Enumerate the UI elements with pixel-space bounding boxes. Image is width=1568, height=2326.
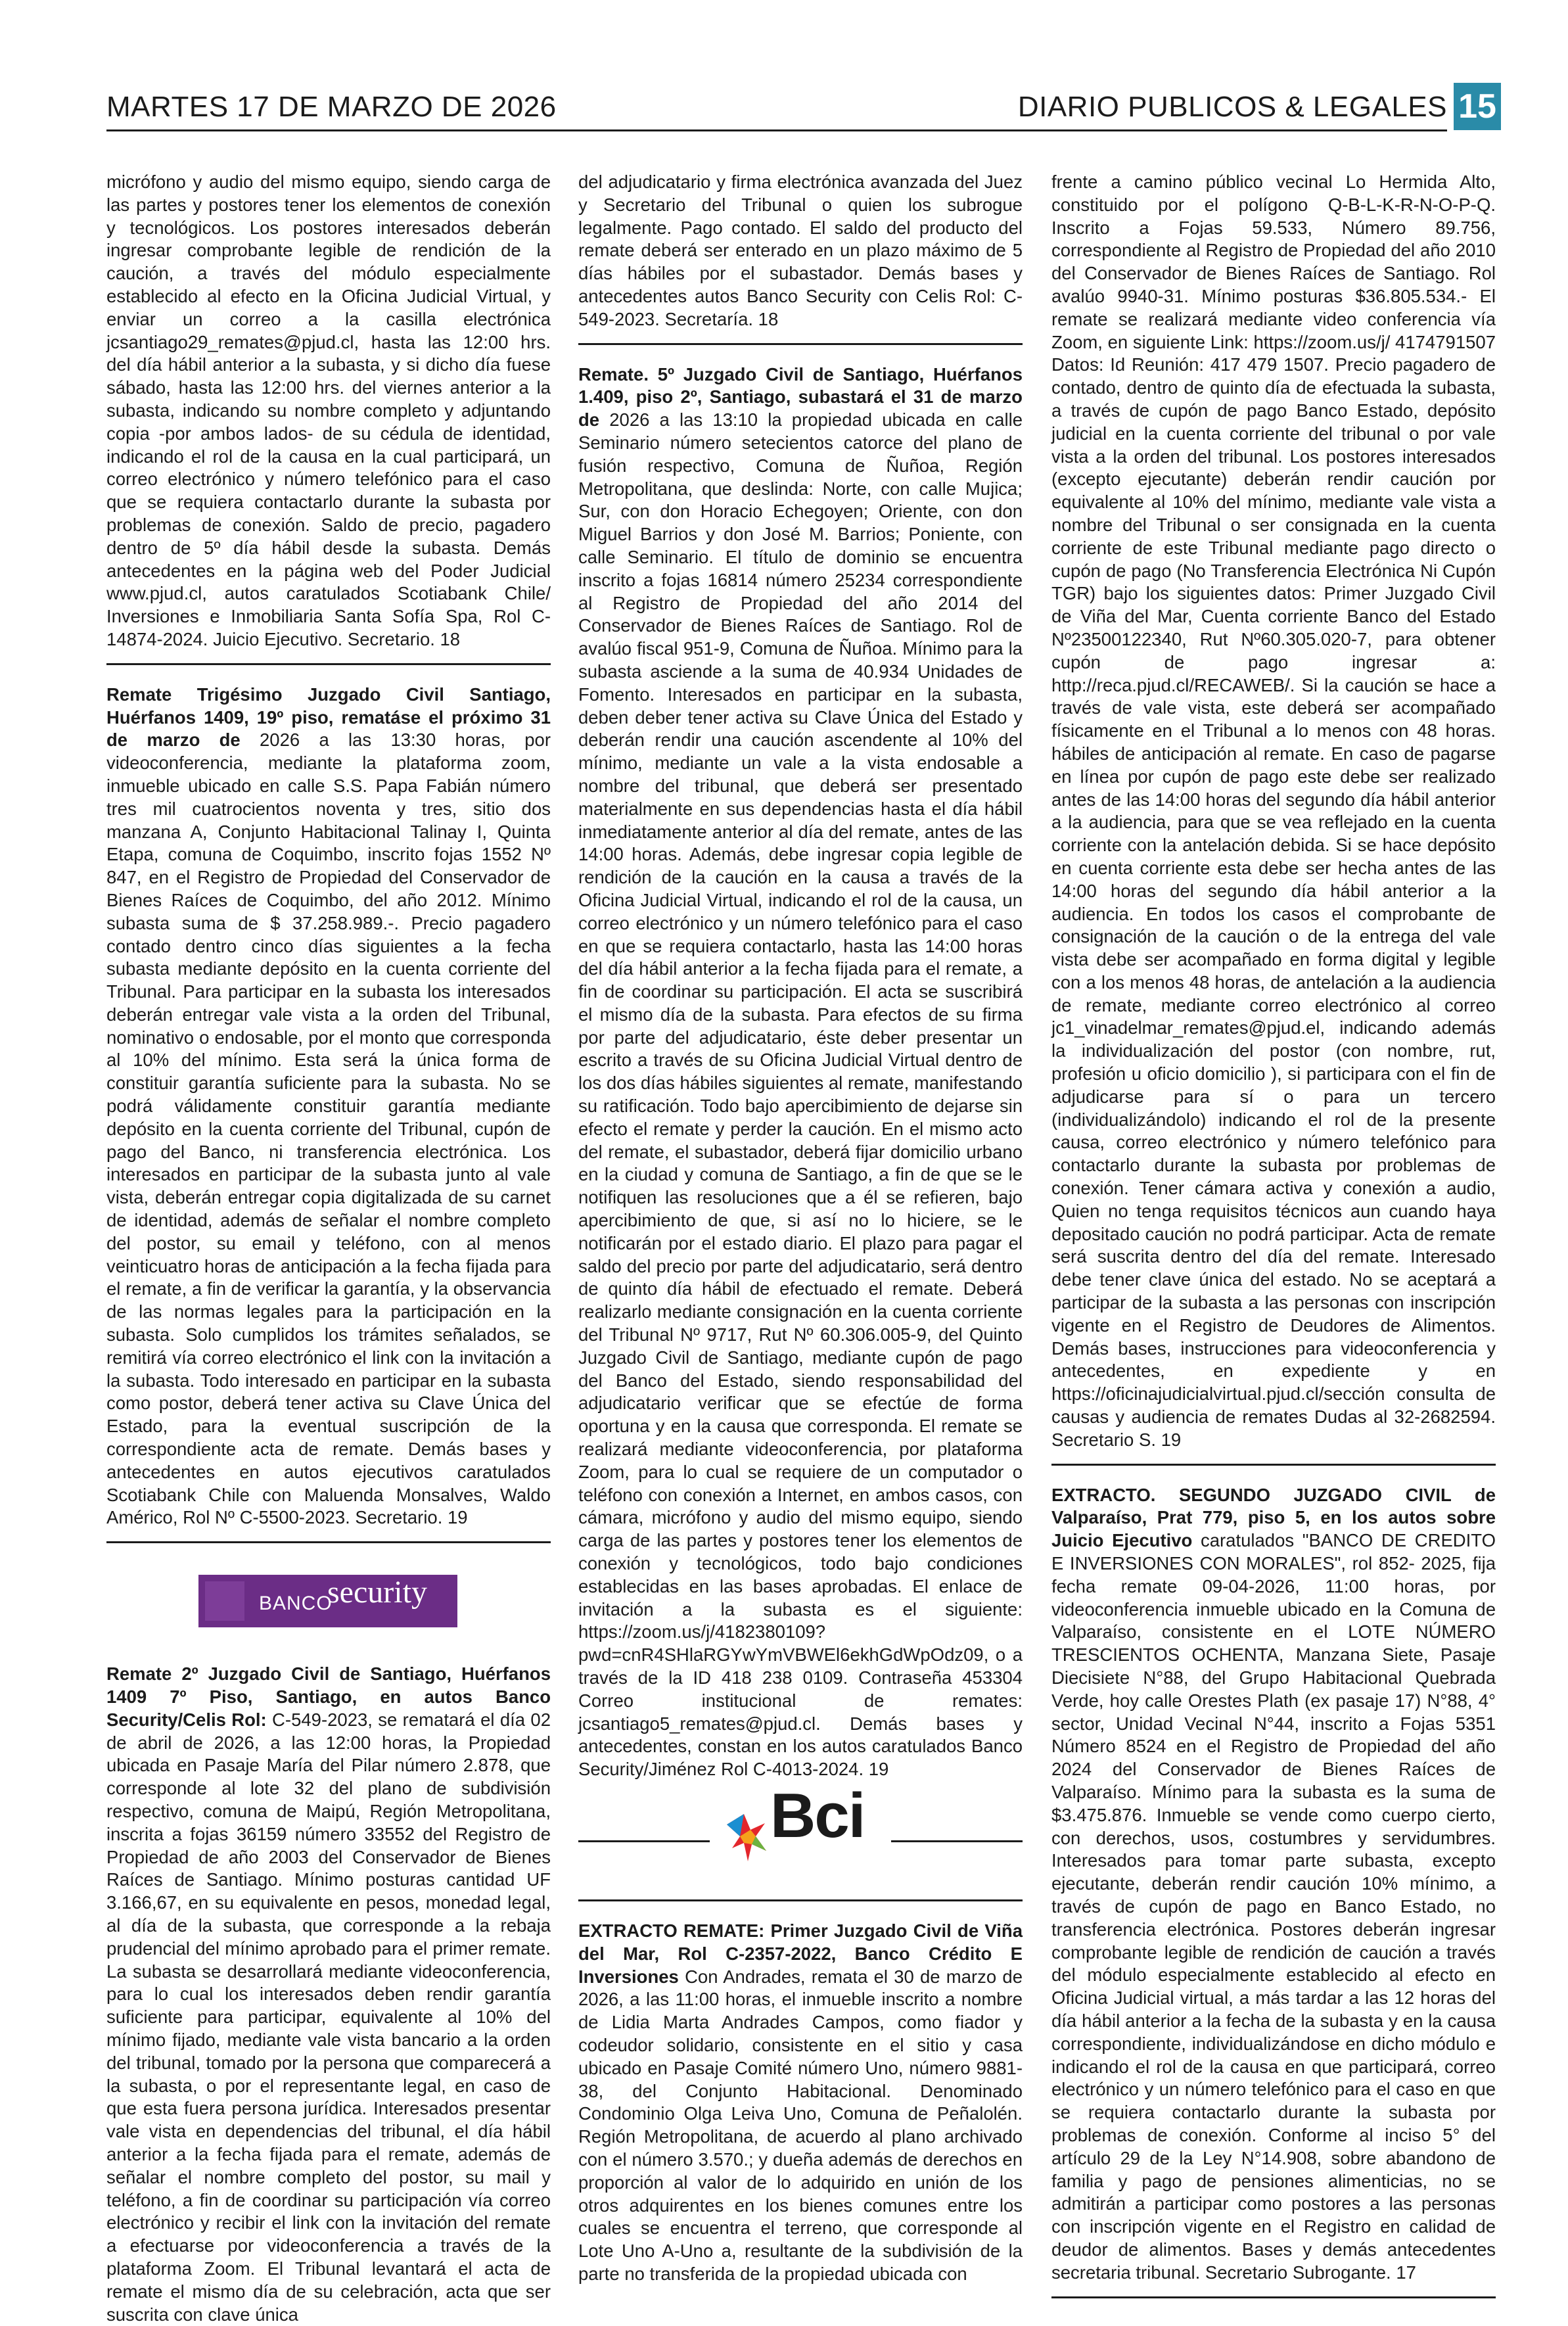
bci-logo-text: Bci xyxy=(770,1780,865,1851)
bci-star-icon xyxy=(722,1810,774,1876)
notice-body: caratulados "BANCO DE CREDITO E INVERSIONES CON MORALES", rol 852- 2025, fija fecha remate 09-04-2026, 11:00 horas, por videoconferencia inmueble ubicado en la Comuna de Valparaíso, consistente en el LOTE NÚMERO TRESCIENTOS OCHENTA, Manzana Siete, Pasaje Diecisiete N°88, del Grupo Habitacional Quebrada Verde, hoy calle Orestes Plath (ex pasaje 17) N°88, 4° sector, Unidad Vecinal N°44, inscrito a Fojas 5351 Número 8524 en el Registro de Propiedad del año 2024 del Conservador de Bienes Raíces de Valparaíso. Mínimo para la subasta es la suma de $3.475.876. Inmueble se vende como cuerpo cierto, con derechos, usos, costumbres y servidumbres. Interesados para tomar parte subasta, excepto ejecutante, deberán rendir caución 10% mínimo, a través de cupón de pago en Banco Estado, no transferencia electrónica. Postores deberán ingresar comprobante legible de rendición de caución a través del módulo especialmente establecido al efecto en Oficina Judicial virtual, a más tardar a las 12 horas del día hábil anterior a la fecha de la subasta y en la causa correspondiente, individualizándose en dicho módulo e indicando el rol de la causa en que participará, correo electrónico y un número telefónico para el caso en que se requiera contactarlo durante la subasta por problemas de conexión. Conforme al inciso 5° del artículo 29 de la Ley N°14.908, sobre abandono de familia y pago de pensiones alimenticias, no se admitirán a participar como postores a las personas con inscripción vigente en el Registro en calidad de deudor de alimentos. Bases y demás antecedentes secretaria tribunal. Secretario Subrogante. 17 xyxy=(1051,1530,1496,2283)
notice-body: Con Andrades, remata el 30 de marzo de 2026, a las 11:00 horas, el inmueble inscrito a nombre de Lidia Marta Andrades Campos, como fiador y codeudor solidario, consistente en el sitio y casa ubicado en Pasaje Comité número Uno, número 9881-38, del Conjunto Habitacional. Denominado Condominio Olga Leiva Uno, Comuna de Peñalolén. Región Metropolitana, de acuerdo al plano archivado con el número 3.570.; y dueña además de derechos en proporción al valor de lo adquirido en unión de los otros adquirentes en los bienes comunes entre los cuales se encuentra el terreno, que corresponde al Lote Uno A-Uno a, resultante de la subdivisión de la parte no transferida de la propiedad ubicada con xyxy=(578,1966,1023,2284)
column-1 xyxy=(106,171,551,2325)
logo-rule-right xyxy=(891,1840,1023,1842)
notice-heading: EXTRACTO REMATE: Primer Juzgado Civil de Viña del Mar, Rol C-2357-2022, Banco Crédito E Inversiones xyxy=(578,1920,1023,1987)
notice-divider xyxy=(106,1541,551,1543)
legal-notice xyxy=(578,1920,1023,2286)
issue-date: MARTES 17 DE MARZO DE 2026 xyxy=(106,91,557,123)
notice-divider xyxy=(1051,1464,1496,1466)
notice-heading: Remate. 5º Juzgado Civil de Santiago, Huérfanos 1.409, piso 2º, Santiago, subastará el 31 de marzo de xyxy=(578,363,1023,430)
legal-notice xyxy=(106,684,551,1529)
legal-notice xyxy=(106,1663,551,2326)
banco-security-logo xyxy=(198,1575,457,1627)
bci-logo xyxy=(722,1780,879,1877)
legal-notice: micrófono y audio del mismo equipo, siendo carga de las partes y postores tener los elementos de conexión y tecnológicos. Los postores interesados deberán ingresar comprobante legible de rendición de la caución, a través del módulo especialmente establecido al efecto en la Oficina Judicial Virtual, y enviar un correo a la casilla electrónica jcsantiago29_remates@pjud.cl, hasta las 12:00 hrs. del día hábil anterior a la subasta, y si dicho día fuese sábado, hasta las 12:00 hrs. del viernes anterior a la subasta, indicando su nombre completo y adjuntando copia -por ambos lados- de su cédula de identidad, indicando el rol de la causa en la cual participará, un correo electrónico y número telefónico para el caso que se requiera contactarlo durante la subasta por problemas de conexión. Saldo de precio, pagadero dentro de 5º día hábil desde la subasta. Demás antecedentes en la página web del Poder Judicial www.pjud.cl, autos caratulados Scotiabank Chile/ Inversiones e Inmobiliaria Santa Sofía Spa, Rol C-14874-2024. Juicio Ejecutivo. Secretario. 18 xyxy=(106,172,551,649)
notice-heading: Remate 2º Juzgado Civil de Santiago, Huérfanos 1409 7º Piso, Santiago, en autos Banco Security/Celis Rol: xyxy=(106,1663,551,1730)
logo-rule-left xyxy=(578,1840,710,1842)
logo-banco-text: BANCO xyxy=(259,1593,333,1615)
banco-security-ad xyxy=(106,1562,551,1647)
column-3 xyxy=(1051,171,1496,2283)
notice-body: 2026 a las 13:30 horas, por videoconferencia, mediante la plataforma zoom, inmueble ubicado en calle S.S. Papa Fabián número tres mil cuatrocientos noventa y tres, sitio dos manzana A, Conjunto Habitacional Talinay I, Quinta Etapa, comuna de Coquimbo, inscrito fojas 1552 Nº 847, en el Registro de Propiedad del Conservador de Bienes Raíces de Coquimbo, del año 2012. Mínimo subasta suma de $ 37.258.989.-. Precio pagadero contado dentro cinco días siguientes a la fecha subasta mediante depósito en la cuenta corriente del Tribunal. Para participar en la subasta los interesados deberán entregar vale vista a la orden del Tribunal, nominativo o endosable, por el monto que corresponda al 10% del mínimo. Esta será la única forma de constituir garantía suficiente para la subasta. No se podrá válidamente constituir garantía mediante depósito en la cuenta corriente del Tribunal, cupón de pago del Banco, ni transferencia electrónica. Los interesados en participar de la subasta junto al vale vista, deberán entregar copia digitalizada de su carnet de identidad, además de señalar el nombre completo del postor, su email y teléfono, con al menos veinticuatro horas de anticipación a la fecha fijada para el remate, a fin de verificar la garantía, y la observancia de las normas legales para la participación en la subasta. Solo cumplidos los trámites señalados, se remitirá vía correo electrónico el link con la invitación a la subasta. Todo interesado en participar en la subasta como postor, deberá tener activa su Clave Única del Estado, para la eventual suscripción de la correspondiente acta de remate. Demás bases y antecedentes en autos ejecutivos caratulados Scotiabank Chile con Maluenda Monsalves, Waldo Américo, Rol Nº C-5500-2023. Secretario. 19 xyxy=(106,730,551,1528)
notice-divider xyxy=(106,663,551,665)
newspaper-name: DIARIO PUBLICOS & LEGALES xyxy=(1017,91,1447,123)
page-number-badge: 15 xyxy=(1454,83,1501,130)
notice-divider xyxy=(578,343,1023,345)
logo-security-text: security xyxy=(327,1575,427,1610)
notice-divider xyxy=(1051,2296,1496,2298)
bci-ad xyxy=(578,1780,1023,1884)
security-emblem-icon xyxy=(198,1575,251,1627)
column-2 xyxy=(578,171,1023,2284)
legal-notice xyxy=(578,363,1023,1781)
page-header xyxy=(106,81,1501,131)
notice-heading: EXTRACTO. SEGUNDO JUZGADO CIVIL de Valparaíso, Prat 779, piso 5, en los autos sobre Juicio Ejecutivo xyxy=(1051,1484,1496,1551)
notice-body: C-549-2023, se rematará el día 02 de abril de 2026, a las 12:00 horas, la Propiedad ubicada en Pasaje María del Pilar número 2.878, que corresponde al lote 32 del plano de subdivisión respectivo, comuna de Maipú, Región Metropolitana, inscrita a fojas 36159 número 33552 del Registro de Propiedad de año 2003 del Conservador de Bienes Raíces de Santiago. Mínimo posturas cantidad UF 3.166,67, en su equivalente en pesos, monedad legal, al día de la subasta, que corresponde a la rebaja prudencial del mínimo aprobado para el primer remate. La subasta se desarrollará mediante videoconferencia, para lo cual los interesados deben rendir garantía suficiente para participar, equivalente al 10% del mínimo fijado, mediante vale vista bancario a la orden del tribunal, tomado por la persona que comparecerá a la subasta, o por el representante legal, en caso de que esta fuera persona jurídica. Interesados presentar vale vista en dependencias del tribunal, el día hábil anterior a la fecha fijada para el remate, además de señalar el nombre completo del postor, su mail y teléfono, a fin de coordinar su participación vía correo electrónico y recibir el link con la invitación del remate a efectuarse por videoconferencia a través de la plataforma Zoom. El Tribunal levantará el acta de remate el mismo día de su celebración, acta que ser suscrita con clave única xyxy=(106,1709,551,2325)
legal-notice: del adjudicatario y firma electrónica avanzada del Juez y Secretario del Tribunal o quien los subrogue legalmente. Pago contado. El saldo del producto del remate deberá ser enterado en un plazo máximo de 5 días hábiles por el subastador. Demás bases y antecedentes autos Banco Security con Celis Rol: C-549-2023. Secretaría. 18 xyxy=(578,172,1023,329)
notice-body: 2026 a las 13:10 la propiedad ubicada en calle Seminario número setecientos catorce del plano de fusión respectivo, Comuna de Ñuñoa, Región Metropolitana, que deslinda: Norte, con calle Mujica; Sur, con don Horacio Echegoyen; Oriente, con don Miguel Barrios y don José M. Barrios; Poniente, con calle Seminario. El título de dominio se encuentra inscrito a fojas 16814 número 25234 correspondiente al Registro de Propiedad del año 2014 del Conservador de Bienes Raíces de Santiago. Rol de avalúo fiscal 951-9, Comuna de Ñuñoa. Mínimo para la subasta asciende a la suma de 40.934 Unidades de Fomento. Interesados en participar en la subasta, deben deber tener activa su Clave Única del Estado y deberán rendir una caución ascendente al 10% del mínimo, mediante un vale a la vista endosable a nombre del tribunal, que deberá ser presentado materialmente en sus dependencias hasta el día hábil inmediatamente anterior al día del remate, antes de las 14:00 horas. Además, debe ingresar copia legible de rendición de la caución en la causa a través de la Oficina Judicial Virtual, indicando el rol de la causa, un correo electrónico y un número telefónico para el caso en que se requiera contactarlo, hasta las 14:00 horas del día hábil anterior a la fecha fijada para el remate, a fin de coordinar su participación. El acta se suscribirá el mismo día de la subasta. Para efectos de su firma por parte del adjudicatario, éste deber presentar un escrito a través de su Oficina Judicial Virtual dentro de los dos días hábiles siguientes al remate, manifestando su ratificación. Todo bajo apercibimiento de dejarse sin efecto el remate y perder la caución. En el mismo acto del remate, el subastador, deberá fijar domicilio urbano en la ciudad y comuna de Santiago, a fin de que se le notifiquen las resoluciones que a él se refieren, bajo apercibimiento de que, si así no lo hiciere, se le notificarán por el estado diario. El plazo para pagar el saldo del precio por parte del adjudicatario, será dentro de quinto día hábil de efectuado el remate. Deberá realizarlo mediante consignación en la cuenta corriente del Tribunal Nº 9717, Rut Nº 60.306.005-9, del Quinto Juzgado Civil de Santiago, mediante cupón de pago del Banco del Estado, siendo responsabilidad del adjudicatario verificar que se efectúe de forma oportuna y en la causa que corresponda. El remate se realizará mediante videoconferencia, por plataforma Zoom, para lo cual se requiere de un computador o teléfono con conexión a Internet, en ambos casos, con cámara, micrófono y audio del mismo equipo, siendo carga de las partes y postores tener los elementos de conexión y tecnológicos, todo bajo condiciones establecidas en las bases aprobadas. El enlace de invitación a la subasta es el siguiente: https://zoom.us/j/4182380109? pwd=cnR4SHlaRGYwYmVBWEl6ekhGdWpOdz09, o a través de la ID 418 238 0109. Contraseña 453304 Correo institucional de remates: jcsantiago5_remates@pjud.cl. Demás bases y antecedentes, constan en los autos caratulados Banco Security/Jiménez Rol C-4013-2024. 19 xyxy=(578,409,1023,1780)
notice-divider xyxy=(578,1899,1023,1901)
legal-notice: frente a camino público vecinal Lo Hermida Alto, constituido por el polígono Q-B-L-K-R-N-O-P-Q. Inscrito a Fojas 59.533, Número 89.756, correspondiente al Registro de Propiedad del año 2010 del Conservador de Bienes Raíces de Santiago. Rol avalúo 9940-31. Mínimo posturas $36.805.534.- El remate se realizará mediante video conferencia vía Zoom, en siguiente Link: https://zoom.us/j/ 4174791507 Datos: Id Reunión: 417 479 1507. Precio pagadero de contado, dentro de quinto día de efectuada la subasta, a través de cupón de pago Banco Estado, depósito judicial en la cuenta corriente del tribunal o por vale vista a la orden del tribunal. Los postores interesados (excepto ejecutante) deberán rendir caución por equivalente al 10% del mínimo, mediante vale vista a nombre del Tribunal o ser consignada en la cuenta corriente de este Tribunal mediante pago directo o cupón de pago (No Transferencia Electrónica Ni Cupón TGR) bajo los siguientes datos: Primer Juzgado Civil de Viña del Mar, Cuenta corriente Banco del Estado Nº23500122340, Rut Nº60.305.020-7, para obtener cupón de pago ingresar a: http://reca.pjud.cl/RECAWEB/. Si la caución se hace a través de vale vista, este deberá ser acompañado físicamente en el Tribunal a lo menos con 48 horas. hábiles de anticipación al remate. En caso de pagarse en línea por cupón de pago este debe ser realizado antes de las 14:00 horas del segundo día hábil anterior a la audiencia, para que se vea reflejado en la cuenta corriente con la antelación debida. Si se hace depósito en cuenta corriente esta debe ser hecha antes de las 14:00 horas del segundo día hábil anterior a la audiencia. En todos los casos el comprobante de consignación de la caución o de la entrega del vale vista debe ser acompañado en forma digital y legible con a los menos 48 horas, de antelación a la audiencia de remate, mediante correo electrónico al correo jc1_vinadelmar_remates@pjud.el, indicando además la individualización del postor (con nombre, rut, profesión u oficio domicilio ), si participara con el fin de adjudicarse para sí o para un tercero (individualizándolo) indicando el rol de la presente causa, correo electrónico y número telefónico para contactarlo durante la subasta por problemas de conexión. Tener cámara activa y conexión a audio, Quien no tenga requisitos técnicos aun cuando haya depositado caución no podrá participar. Acta de remate será suscrita dentro del día del remate. Interesado debe tener clave única del estado. No se aceptará a participar de la subasta a las personas con inscripción vigente en el Registro de Deudores de Alimentos. Demás bases, instrucciones para videoconferencia y antecedentes, en expediente y en https://oficinajudicialvirtual.pjud.cl/sección consulta de causas y audiencia de remates Dudas al 32-2682594. Secretario S. 19 xyxy=(1051,172,1496,1450)
header-rule xyxy=(106,129,1447,131)
notice-heading: Remate Trigésimo Juzgado Civil Santiago, Huérfanos 1409, 19º piso, rematáse el próximo 31 de marzo de xyxy=(106,684,551,751)
legal-notice xyxy=(1051,1484,1496,2285)
